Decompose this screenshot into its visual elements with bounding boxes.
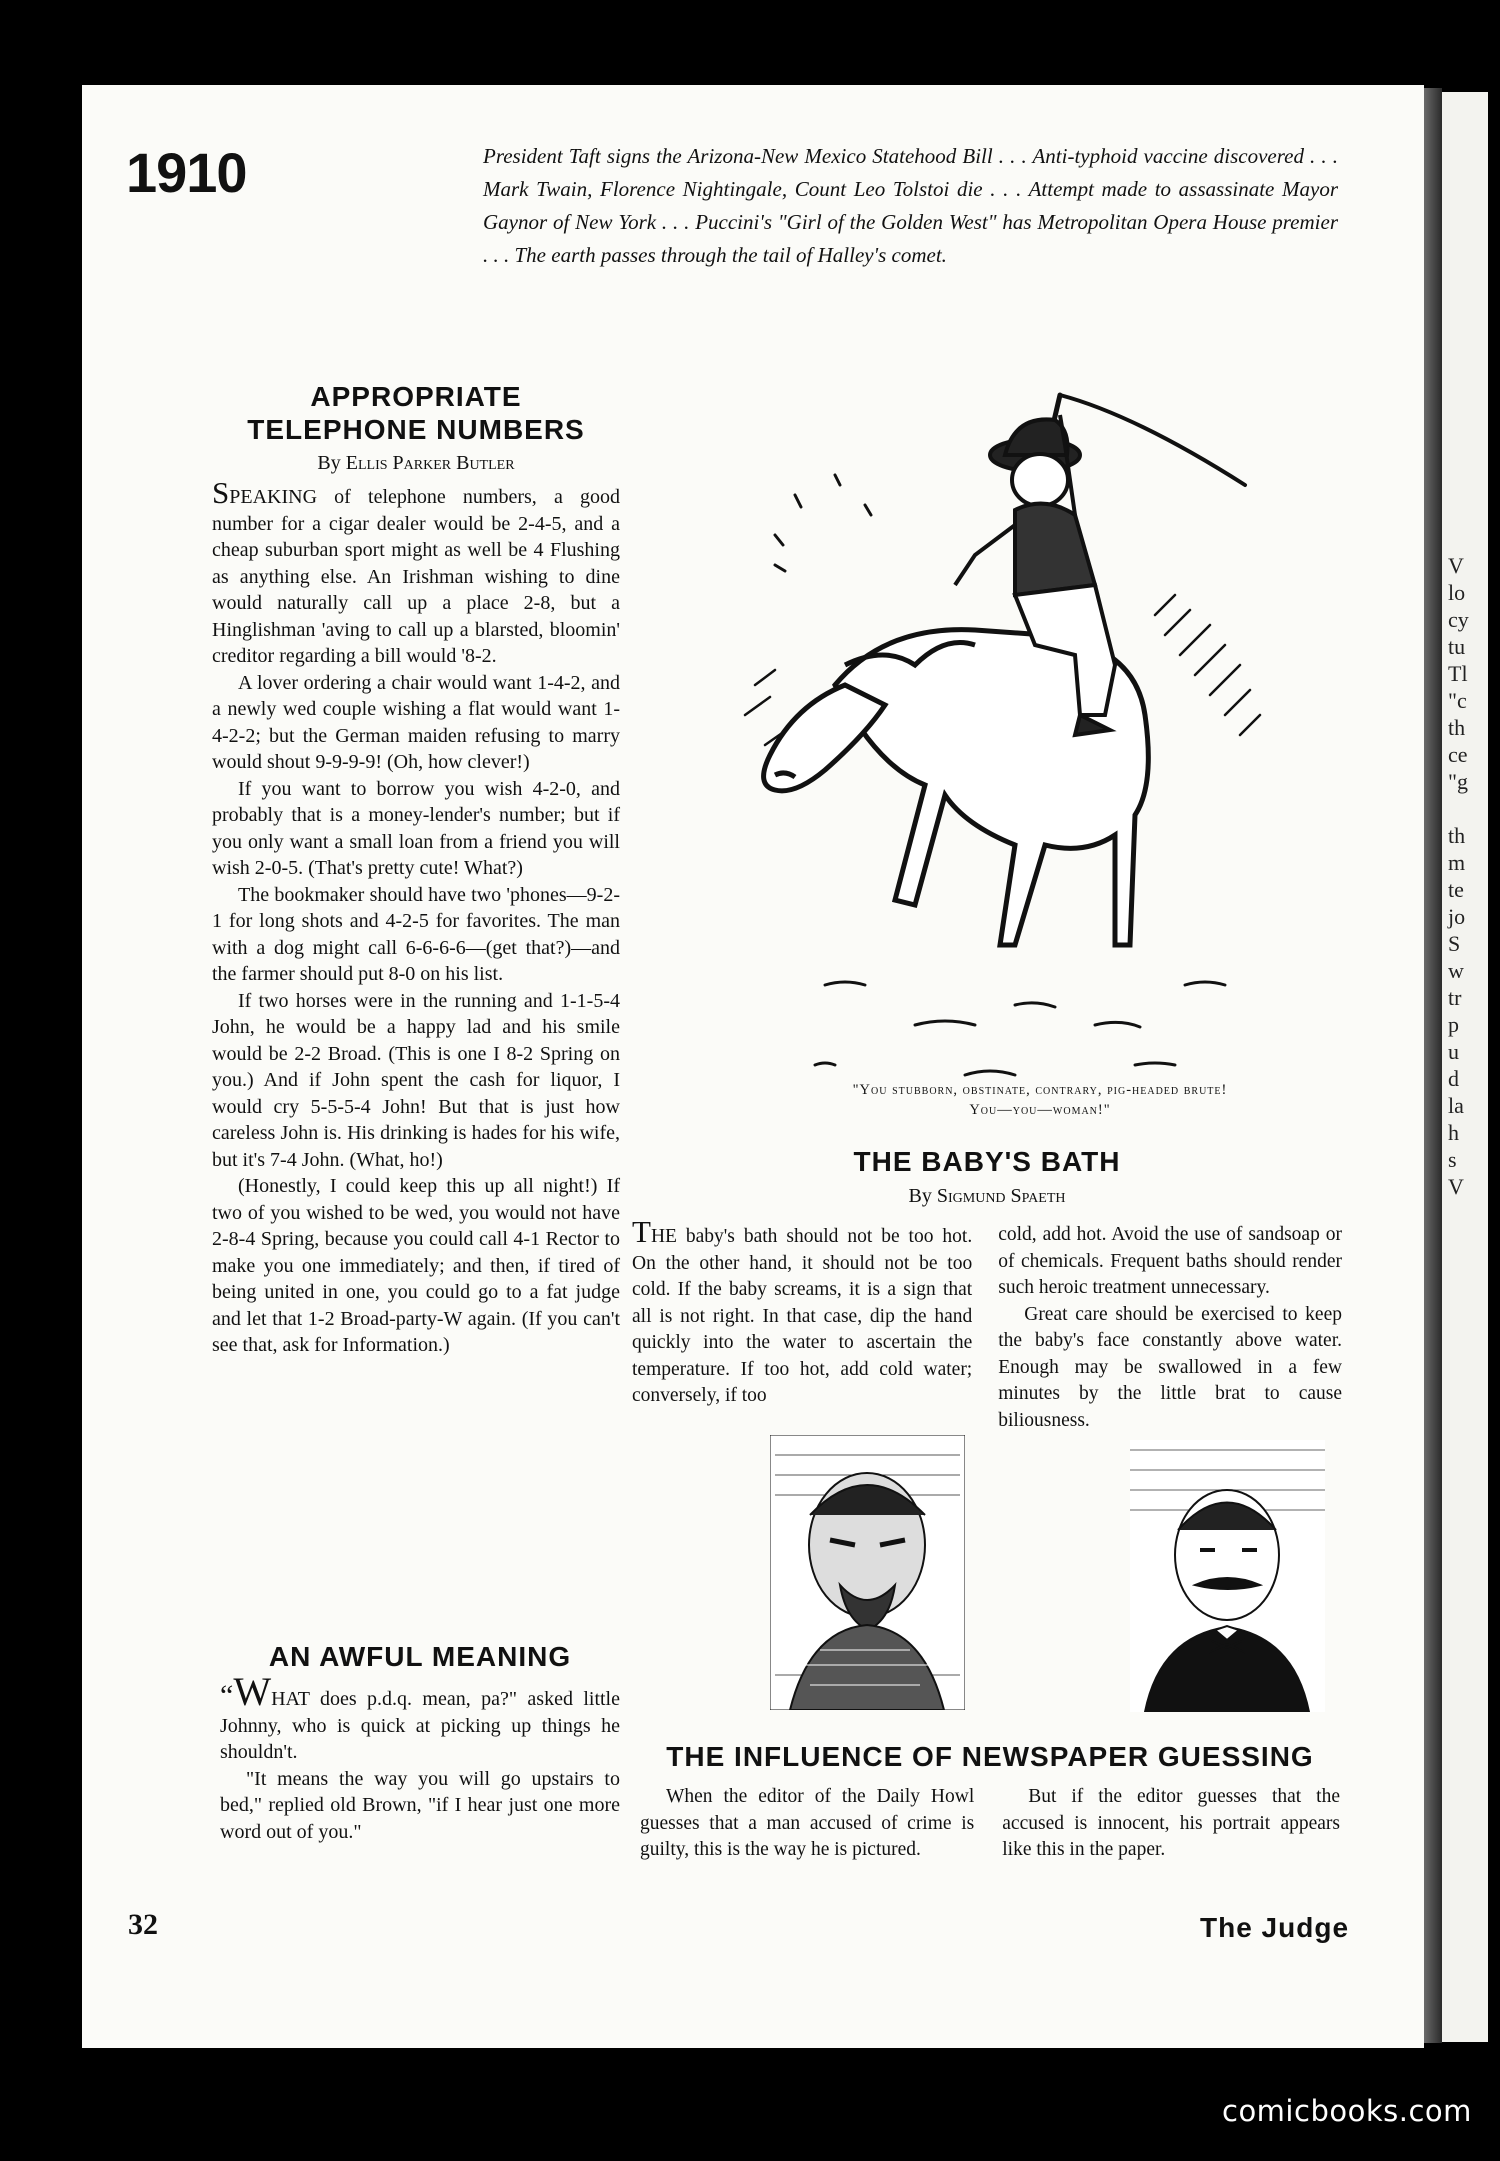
magazine-name: The Judge — [1200, 1912, 1350, 1943]
article-awful-meaning — [220, 1640, 620, 1845]
paragraph: The bookmaker should have two 'phones—9-2-1 for long shots and 4-2-5 for favorites. The man with a dog might call 6-6-6-6—(get that?)—and the farmer should put 8-0 on his list. — [212, 883, 620, 985]
drop-cap: W — [233, 1669, 272, 1714]
article-title: AN AWFUL MEANING — [268, 1641, 572, 1672]
year-events-summary: President Taft signs the Arizona-New Mexico Statehood Bill . . . Anti-typhoid vaccine discovered . . . Mark Twain, Florence Nightingale, Count Leo Tolstoi die . . . Attempt made to assassinate Mayor Gaynor of New York . . . Puccini's "Girl of the Golden West" has Metropolitan Opera House premier . . . The earth passes through the tail of Halley's comet. — [483, 144, 1338, 267]
byline: By Ellis Parker Butler — [317, 452, 515, 474]
page-binding — [1424, 88, 1442, 2043]
two-column-body — [640, 1784, 1340, 1864]
caption-line-2: You—you—woman!" — [969, 1102, 1111, 1118]
innocent-portrait-illustration — [1130, 1440, 1325, 1712]
paragraph: SPEAKING of telephone numbers, a good number for a cigar dealer would be 2-4-5, and a cheap suburban sport might as well be 4 Flushing as anything else. An Irishman wishing to dine would naturally call up a place 2-8, but a Hinglishman 'aving to call up a blarsted, bloomin' creditor regarding a bill would '8-2. — [212, 475, 620, 667]
paragraph: Great care should be exercised to keep the baby's face constantly above water. Enough may be swallowed in a few minutes by the little brat to cause biliousness. — [998, 1303, 1342, 1431]
author-name: Ellis Parker Butler — [345, 452, 515, 474]
paragraph: THE baby's bath should not be too hot. On the other hand, it should not be too cold. If the baby screams, it is a sign that all is not right. In that case, dip the hand quickly into the water to ascertain the temperature. If too hot, add cold water; conversely, if too — [632, 1214, 973, 1406]
drop-cap: S — [212, 475, 230, 510]
paragraph: If two horses were in the running and 1-1-5-4 John, he would be a happy lad and his smile would be 2-2 Broad. (This is one I 8-2 Spring on you.) And if John spent the cash for liquor, I would cry 5-5-5-4 John! But that is just how careless John is. His drinking is hades for his wife, but it's 7-4 John. (What, ho!) — [212, 989, 620, 1171]
caption-line-1: "You stubborn, obstinate, contrary, pig-headed brute! — [852, 1082, 1228, 1098]
column-1: When the editor of the Daily Howl guesses that a man accused of crime is guilty, this is the way he is pictured. — [640, 1786, 975, 1860]
year-heading: 1910 — [126, 141, 247, 204]
article-telephone-numbers — [212, 380, 620, 1359]
guilty-portrait-illustration — [770, 1435, 965, 1710]
site-watermark: comicbooks.com — [1222, 2094, 1472, 2128]
article-body — [212, 475, 620, 1359]
article-body — [220, 1669, 620, 1845]
column-1 — [632, 1214, 973, 1434]
adjacent-page-text: V lo cy tu Tl "c th ce "g th m te jo S w tr p u d la h s V — [1448, 553, 1469, 1199]
paragraph: cold, add hot. Avoid the use of sandsoap or of chemicals. Frequent baths should render such heroic treatment unnecessary. — [998, 1224, 1342, 1298]
title-line-1: APPROPRIATE — [310, 381, 522, 412]
cartoon-caption — [730, 1080, 1350, 1120]
article-title — [212, 380, 620, 446]
article-title: THE INFLUENCE OF NEWSPAPER GUESSING — [666, 1741, 1314, 1772]
paragraph: If you want to borrow you wish 4-2-0, and probably that is a money-lender's number; but if you only want a small loan from a friend you will wish 2-0-5. (That's pretty cute! What?) — [212, 777, 620, 879]
paragraph: (Honestly, I could keep this up all night!) If two of you wished to be wed, you would not have 2-8-4 Spring, because you could call 4-1 Rector to make you one immediately; and then, if tired of being united in one, you could go to a fat judge and let that 1-2 Broad-party-W again. (If you can't see that, ask for Information.) — [212, 1175, 620, 1356]
column-2 — [998, 1222, 1342, 1434]
article-title: THE BABY'S BATH — [853, 1146, 1121, 1177]
paragraph: “WHAT does p.d.q. mean, pa?" asked little Johnny, who is quick at picking up things he shouldn't. — [220, 1669, 620, 1763]
cartoon-boy-on-horse-illustration — [715, 385, 1335, 1085]
byline: By Sigmund Spaeth — [908, 1185, 1066, 1207]
article-babys-bath — [632, 1145, 1342, 1434]
page-number: 32 — [128, 1908, 158, 1941]
column-2: But if the editor guesses that the accused is innocent, his portrait appears like this in the paper. — [1002, 1786, 1340, 1860]
adjacent-page-edge — [1442, 92, 1488, 2042]
author-name: Sigmund Spaeth — [936, 1185, 1066, 1207]
title-line-2: TELEPHONE NUMBERS — [247, 414, 585, 445]
two-column-body — [632, 1214, 1342, 1434]
paragraph: A lover ordering a chair would want 1-4-2, and a newly wed couple wishing a flat would want 1-4-2-2; but the German maiden refusing to marry would shout 9-9-9-9! (Oh, how clever!) — [212, 671, 620, 773]
article-newspaper-guessing — [640, 1740, 1340, 1864]
paragraph: "It means the way you will go upstairs to bed," replied old Brown, "if I hear just one more word out of you." — [220, 1767, 620, 1843]
drop-cap: T — [632, 1214, 651, 1249]
